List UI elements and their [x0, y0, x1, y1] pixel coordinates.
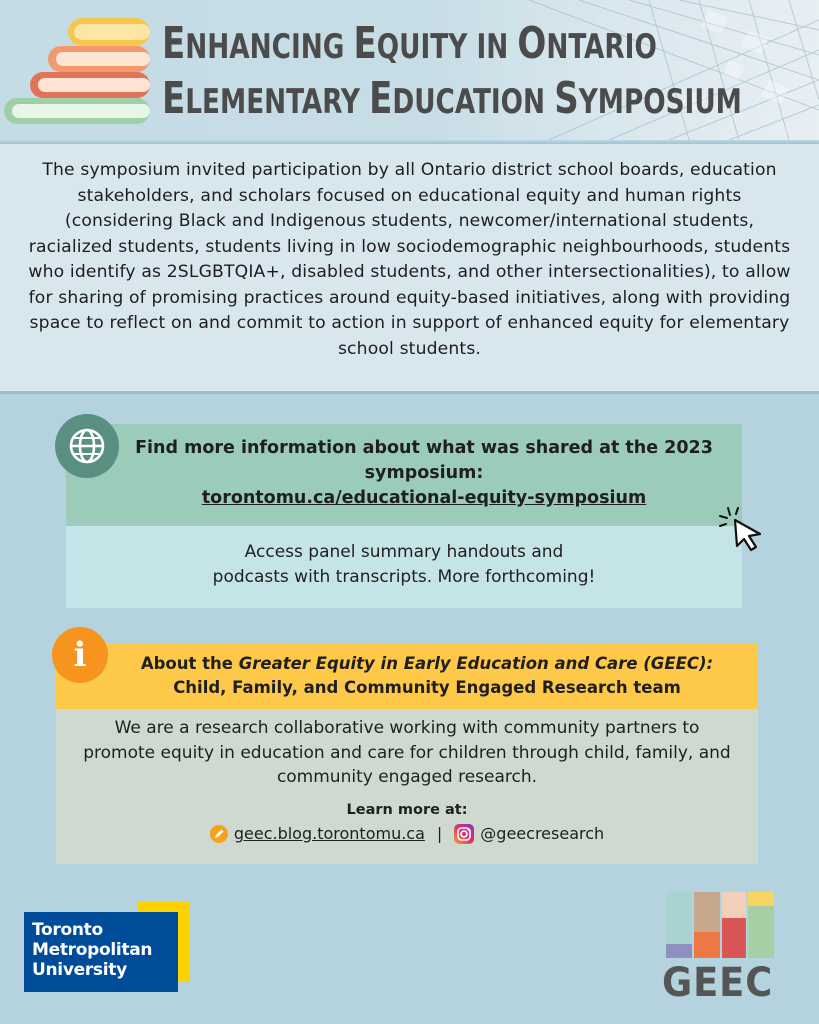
page-title — [162, 18, 742, 128]
blog-link[interactable]: geec.blog.torontomu.ca — [233, 824, 425, 843]
tmu-logo-line-1: Toronto — [32, 920, 103, 940]
header-banner — [0, 0, 819, 140]
learn-more-label: Learn more at: — [346, 801, 468, 818]
symposium-link[interactable]: torontomu.ca/educational-equity-symposium — [201, 488, 647, 508]
geec-logo-blocks — [664, 892, 776, 960]
geec-description: We are a research collaborative working with community partners to promote equity in education and care for children through child, family, and community engaged research. — [83, 718, 731, 787]
title-line-2: ELEMENTARY EDUCATION SYMPOSIUM — [162, 73, 742, 124]
geec-logo-text: GEEC — [662, 960, 774, 1006]
instagram-handle[interactable]: @geecresearch — [480, 824, 605, 843]
pencil-icon — [210, 825, 228, 843]
description-line-2: podcasts with transcripts. More forthcoming! — [212, 567, 596, 587]
geec-links — [76, 824, 738, 844]
tmu-logo-line-3: University — [32, 960, 127, 980]
description-line-1: Access panel summary handouts and — [244, 542, 564, 562]
geec-about-body — [56, 709, 758, 864]
symposium-info-text: Find more information about what was shared at the 2023 symposium: — [135, 438, 713, 483]
tmu-logo-line-2: Metropolitan — [32, 940, 153, 960]
geec-heading-line-2: Child, Family, and Community Engaged Research team — [173, 678, 681, 697]
symposium-info-heading — [66, 424, 742, 526]
intro-paragraph: The symposium invited participation by all Ontario district school boards, education stakeholders, and scholars focused on educational equity and human rights (considering Black and Indigenous students, newcomer/international students, racialized students, students living in low sociodemographic neighbourhoods, students who identify as 2SLGBTQIA+, disabled students, and other intersectionalities), to allow for sharing of promising practices around equity-based initiatives, along with providing space to reflect on and commit to action in support of enhanced equity for elementary school students. — [0, 142, 819, 394]
tmu-logo — [24, 912, 178, 992]
click-cursor-icon — [716, 504, 766, 552]
symposium-info-description — [66, 526, 742, 608]
title-line-1: ENHANCING EQUITY IN ONTARIO — [162, 18, 657, 69]
globe-icon — [55, 414, 119, 478]
link-separator: | — [436, 824, 443, 843]
geec-about-heading — [56, 643, 758, 709]
instagram-icon — [454, 824, 474, 844]
info-icon: i — [52, 627, 108, 683]
geec-heading-line-1: About the Greater Equity in Early Education and Care (GEEC): — [140, 654, 714, 673]
books-illustration — [4, 16, 154, 126]
